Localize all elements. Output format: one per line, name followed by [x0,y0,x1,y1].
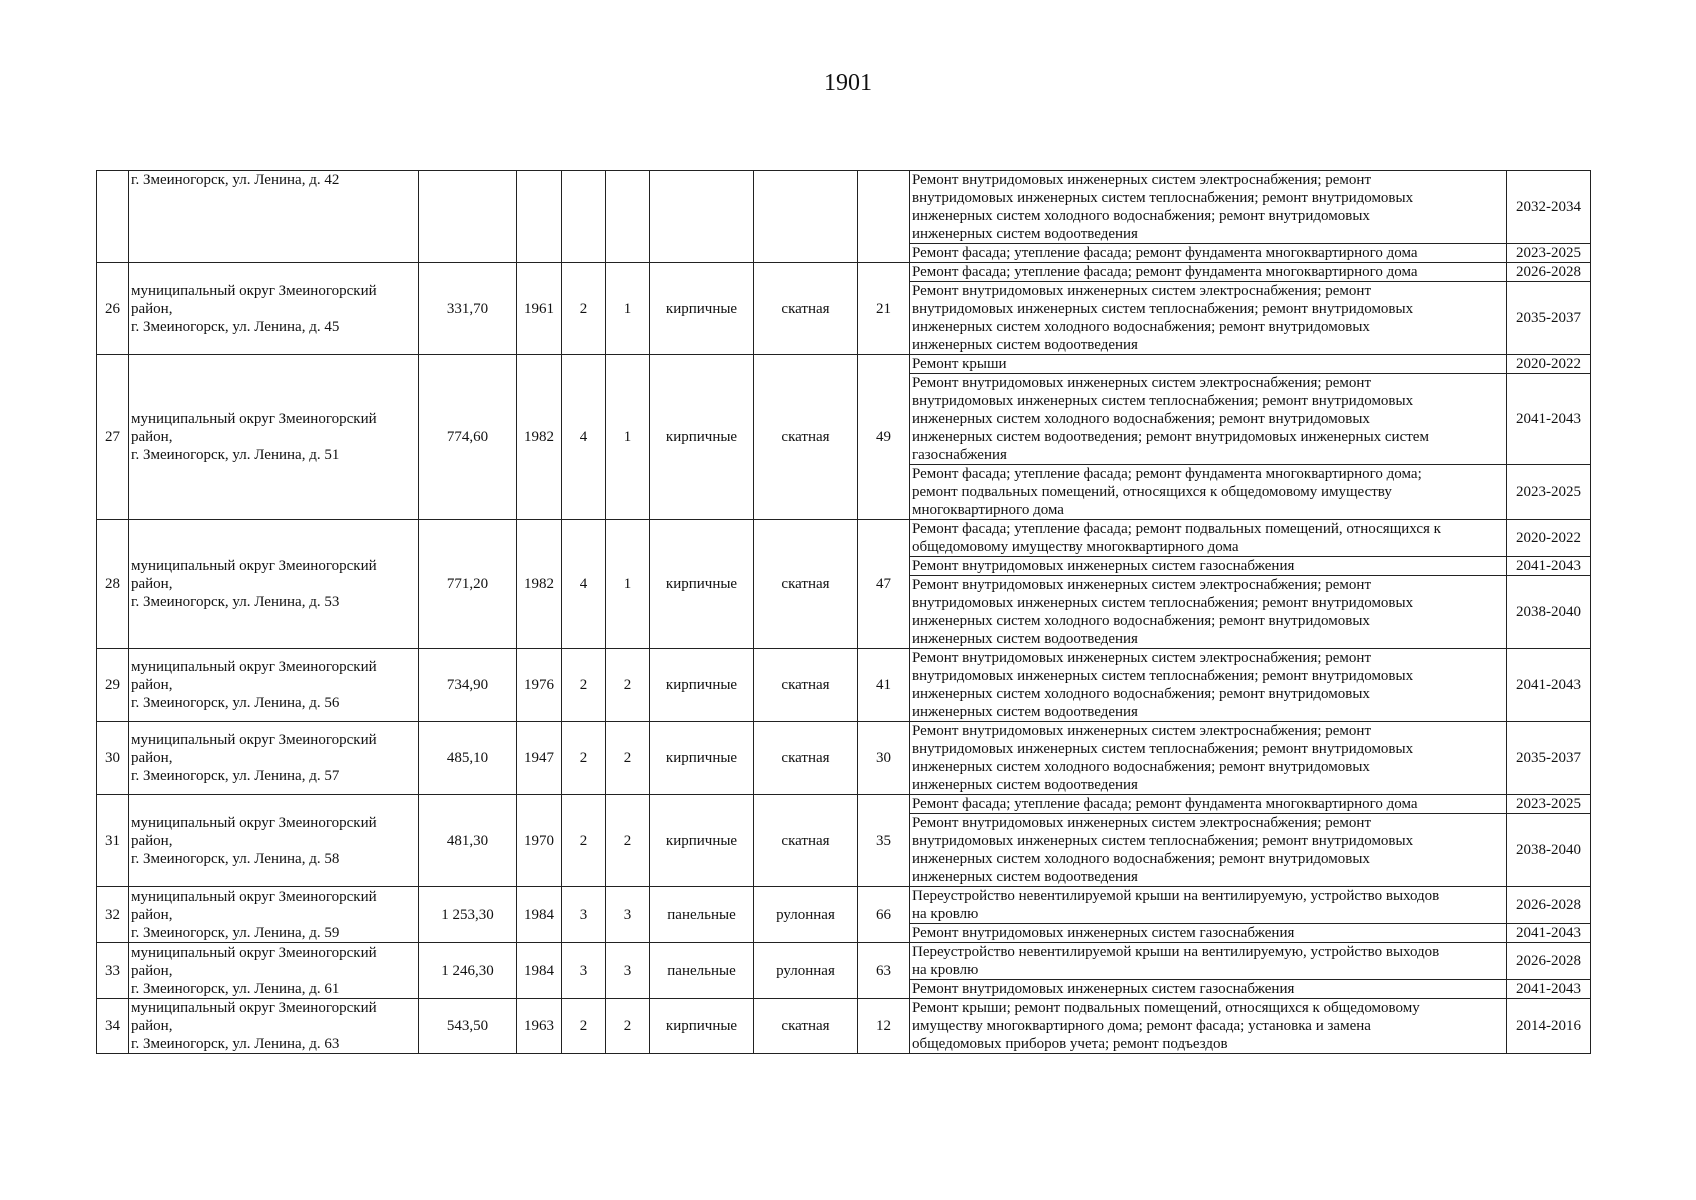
year-cell: 1947 [517,722,562,795]
roof-type-cell: рулонная [754,887,858,943]
walls-material-cell [650,171,754,263]
row-number: 27 [97,355,129,520]
floors-cell: 3 [562,943,606,999]
work-description-cell: Ремонт крыши [910,355,1507,374]
row-number: 31 [97,795,129,887]
table-row [97,263,1591,282]
entrances-cell: 2 [606,649,650,722]
walls-material-cell: кирпичные [650,263,754,355]
entrances-cell: 2 [606,795,650,887]
walls-material-cell: кирпичные [650,999,754,1054]
address-cell: муниципальный округ Змеиногорский район, г. Змеиногорск, ул. Ленина, д. 57 [129,722,419,795]
year-cell: 1982 [517,355,562,520]
work-description-cell: Ремонт фасада; утепление фасада; ремонт фундамента многоквартирного дома [910,263,1507,282]
roof-type-cell: скатная [754,649,858,722]
year-cell: 1984 [517,943,562,999]
address-cell: муниципальный округ Змеиногорский район, г. Змеиногорск, ул. Ленина, д. 58 [129,795,419,887]
walls-material-cell: кирпичные [650,795,754,887]
address-cell: муниципальный округ Змеиногорский район, г. Змеиногорск, ул. Ленина, д. 56 [129,649,419,722]
residents-cell: 35 [858,795,910,887]
year-cell [517,171,562,263]
area-cell [419,171,517,263]
residents-cell: 30 [858,722,910,795]
floors-cell: 2 [562,649,606,722]
entrances-cell: 3 [606,943,650,999]
work-description-cell: Ремонт внутридомовых инженерных систем электроснабжения; ремонт внутридомовых инженерных систем теплоснабжения; ремонт внутридомовых инженерных систем холодного водоснабжения; ремонт внутридомовых инженерных систем водоотведения [910,814,1507,887]
roof-type-cell: скатная [754,263,858,355]
work-period-cell: 2035-2037 [1507,722,1591,795]
work-description-cell: Ремонт внутридомовых инженерных систем электроснабжения; ремонт внутридомовых инженерных систем теплоснабжения; ремонт внутридомовых инженерных систем холодного водоснабжения; ремонт внутридомовых инженерных систем водоотведения; ремонт внутридомовых инженерных систем газоснабжения [910,374,1507,465]
work-period-cell: 2038-2040 [1507,814,1591,887]
residents-cell: 47 [858,520,910,649]
housing-repair-table [96,170,1591,1054]
roof-type-cell: скатная [754,999,858,1054]
work-description-cell: Ремонт внутридомовых инженерных систем электроснабжения; ремонт внутридомовых инженерных систем теплоснабжения; ремонт внутридомовых инженерных систем холодного водоснабжения; ремонт внутридомовых инженерных систем водоотведения [910,576,1507,649]
roof-type-cell: скатная [754,520,858,649]
work-description-cell: Ремонт фасада; утепление фасада; ремонт фундамента многоквартирного дома; ремонт подвальных помещений, относящихся к общедомовому имуществу многоквартирного дома [910,465,1507,520]
work-period-cell: 2035-2037 [1507,282,1591,355]
address-cell: муниципальный округ Змеиногорский район, г. Змеиногорск, ул. Ленина, д. 51 [129,355,419,520]
work-description-cell: Ремонт внутридомовых инженерных систем газоснабжения [910,924,1507,943]
entrances-cell: 1 [606,520,650,649]
table-row [97,520,1591,557]
residents-cell: 49 [858,355,910,520]
work-period-cell: 2026-2028 [1507,263,1591,282]
work-period-cell: 2020-2022 [1507,355,1591,374]
work-description-cell: Ремонт фасада; утепление фасада; ремонт фундамента многоквартирного дома [910,795,1507,814]
entrances-cell: 1 [606,263,650,355]
work-description-cell: Ремонт внутридомовых инженерных систем электроснабжения; ремонт внутридомовых инженерных систем теплоснабжения; ремонт внутридомовых инженерных систем холодного водоснабжения; ремонт внутридомовых инженерных систем водоотведения [910,722,1507,795]
address-cell: муниципальный округ Змеиногорский район, г. Змеиногорск, ул. Ленина, д. 61 [129,943,419,999]
table-row [97,999,1591,1054]
residents-cell: 66 [858,887,910,943]
work-description-cell: Ремонт внутридомовых инженерных систем электроснабжения; ремонт внутридомовых инженерных систем теплоснабжения; ремонт внутридомовых инженерных систем холодного водоснабжения; ремонт внутридомовых инженерных систем водоотведения [910,649,1507,722]
floors-cell: 4 [562,355,606,520]
walls-material-cell: панельные [650,887,754,943]
work-period-cell: 2023-2025 [1507,795,1591,814]
table-row [97,171,1591,244]
row-number: 30 [97,722,129,795]
address-cell: муниципальный округ Змеиногорский район, г. Змеиногорск, ул. Ленина, д. 59 [129,887,419,943]
table-row [97,649,1591,722]
roof-type-cell: скатная [754,722,858,795]
entrances-cell: 2 [606,999,650,1054]
year-cell: 1976 [517,649,562,722]
year-cell: 1970 [517,795,562,887]
entrances-cell [606,171,650,263]
work-period-cell: 2014-2016 [1507,999,1591,1054]
residents-cell [858,171,910,263]
address-cell: г. Змеиногорск, ул. Ленина, д. 42 [129,171,419,263]
work-period-cell: 2038-2040 [1507,576,1591,649]
roof-type-cell [754,171,858,263]
work-description-cell: Ремонт фасада; утепление фасада; ремонт фундамента многоквартирного дома [910,244,1507,263]
year-cell: 1984 [517,887,562,943]
row-number [97,171,129,263]
floors-cell: 2 [562,722,606,795]
row-number: 28 [97,520,129,649]
area-cell: 734,90 [419,649,517,722]
walls-material-cell: кирпичные [650,355,754,520]
walls-material-cell: кирпичные [650,649,754,722]
residents-cell: 63 [858,943,910,999]
entrances-cell: 3 [606,887,650,943]
work-period-cell: 2032-2034 [1507,171,1591,244]
address-cell: муниципальный округ Змеиногорский район, г. Змеиногорск, ул. Ленина, д. 53 [129,520,419,649]
table-body [97,171,1591,1054]
entrances-cell: 2 [606,722,650,795]
walls-material-cell: кирпичные [650,520,754,649]
floors-cell: 4 [562,520,606,649]
work-description-cell: Ремонт внутридомовых инженерных систем газоснабжения [910,557,1507,576]
work-period-cell: 2041-2043 [1507,980,1591,999]
floors-cell: 2 [562,263,606,355]
floors-cell [562,171,606,263]
work-description-cell: Ремонт внутридомовых инженерных систем газоснабжения [910,980,1507,999]
work-period-cell: 2023-2025 [1507,465,1591,520]
address-cell: муниципальный округ Змеиногорский район, г. Змеиногорск, ул. Ленина, д. 45 [129,263,419,355]
work-period-cell: 2041-2043 [1507,557,1591,576]
residents-cell: 21 [858,263,910,355]
area-cell: 1 253,30 [419,887,517,943]
year-cell: 1963 [517,999,562,1054]
area-cell: 543,50 [419,999,517,1054]
year-cell: 1961 [517,263,562,355]
work-description-cell: Переустройство невентилируемой крыши на вентилируемую, устройство выходов на кровлю [910,887,1507,924]
walls-material-cell: кирпичные [650,722,754,795]
row-number: 33 [97,943,129,999]
area-cell: 774,60 [419,355,517,520]
residents-cell: 41 [858,649,910,722]
table-row [97,943,1591,980]
floors-cell: 3 [562,887,606,943]
entrances-cell: 1 [606,355,650,520]
row-number: 32 [97,887,129,943]
area-cell: 771,20 [419,520,517,649]
area-cell: 485,10 [419,722,517,795]
row-number: 34 [97,999,129,1054]
residents-cell: 12 [858,999,910,1054]
floors-cell: 2 [562,999,606,1054]
walls-material-cell: панельные [650,943,754,999]
work-period-cell: 2026-2028 [1507,943,1591,980]
floors-cell: 2 [562,795,606,887]
work-period-cell: 2023-2025 [1507,244,1591,263]
work-period-cell: 2020-2022 [1507,520,1591,557]
work-period-cell: 2041-2043 [1507,649,1591,722]
page-number: 1901 [824,70,872,96]
work-description-cell: Переустройство невентилируемой крыши на вентилируемую, устройство выходов на кровлю [910,943,1507,980]
roof-type-cell: рулонная [754,943,858,999]
work-period-cell: 2041-2043 [1507,374,1591,465]
roof-type-cell: скатная [754,795,858,887]
table-row [97,795,1591,814]
row-number: 26 [97,263,129,355]
roof-type-cell: скатная [754,355,858,520]
work-description-cell: Ремонт крыши; ремонт подвальных помещений, относящихся к общедомовому имуществу многоквартирного дома; ремонт фасада; установка и замена общедомовых приборов учета; ремонт подъездов [910,999,1507,1054]
work-description-cell: Ремонт внутридомовых инженерных систем электроснабжения; ремонт внутридомовых инженерных систем теплоснабжения; ремонт внутридомовых инженерных систем холодного водоснабжения; ремонт внутридомовых инженерных систем водоотведения [910,282,1507,355]
row-number: 29 [97,649,129,722]
area-cell: 331,70 [419,263,517,355]
work-description-cell: Ремонт фасада; утепление фасада; ремонт подвальных помещений, относящихся к общедомовому имуществу многоквартирного дома [910,520,1507,557]
work-period-cell: 2026-2028 [1507,887,1591,924]
area-cell: 481,30 [419,795,517,887]
work-period-cell: 2041-2043 [1507,924,1591,943]
address-cell: муниципальный округ Змеиногорский район, г. Змеиногорск, ул. Ленина, д. 63 [129,999,419,1054]
work-description-cell: Ремонт внутридомовых инженерных систем электроснабжения; ремонт внутридомовых инженерных систем теплоснабжения; ремонт внутридомовых инженерных систем холодного водоснабжения; ремонт внутридомовых инженерных систем водоотведения [910,171,1507,244]
table-row [97,355,1591,374]
table-row [97,722,1591,795]
year-cell: 1982 [517,520,562,649]
table-row [97,887,1591,924]
area-cell: 1 246,30 [419,943,517,999]
